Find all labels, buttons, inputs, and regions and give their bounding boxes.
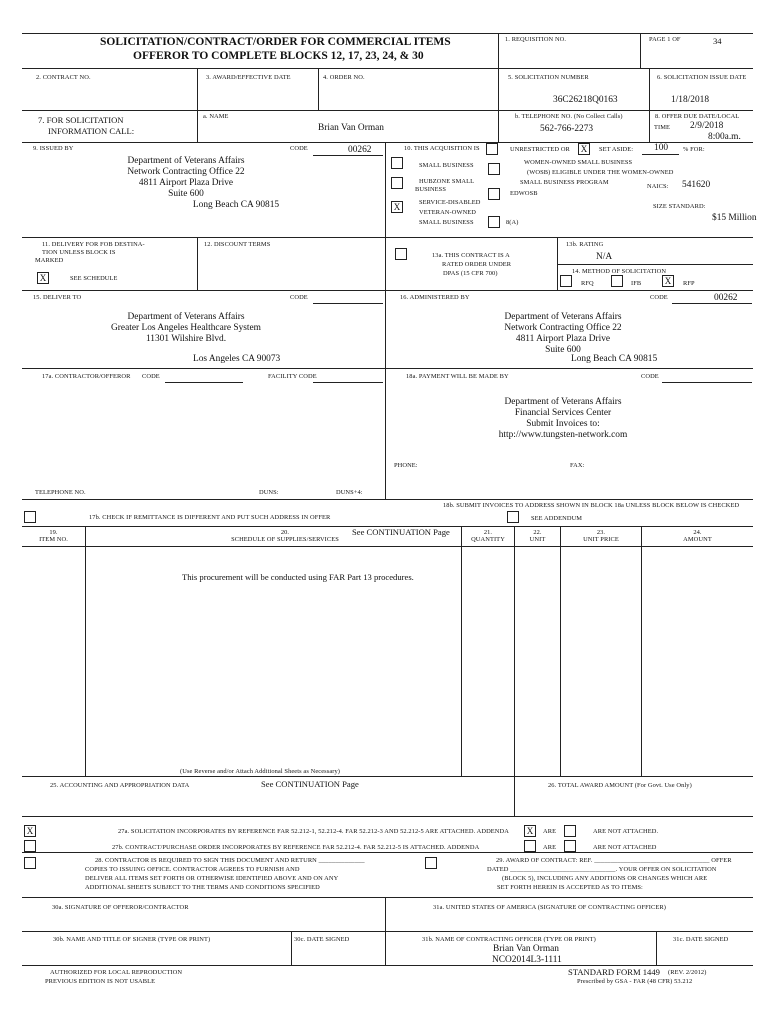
contractor-code-label: CODE bbox=[142, 373, 160, 380]
block-29-line-3: (BLOCK 5), INCLUDING ANY ADDITIONS OR CHANGES WHICH ARE bbox=[502, 875, 708, 882]
footer-reproduction: AUTHORIZED FOR LOCAL REPRODUCTION bbox=[50, 969, 183, 976]
edwosb-checkbox[interactable] bbox=[488, 188, 500, 200]
clause-27b-are-checkbox[interactable] bbox=[524, 840, 536, 852]
deliver-line-2: Greater Los Angeles Healthcare System bbox=[111, 323, 261, 333]
payment-line-2: Financial Services Center bbox=[514, 408, 612, 418]
solicitation-no-label: 5. SOLICITATION NUMBER bbox=[508, 74, 589, 81]
rfq-label: RFQ bbox=[581, 280, 594, 287]
small-business-checkbox[interactable] bbox=[391, 157, 403, 169]
issued-line-1: Department of Veterans Affairs bbox=[127, 156, 245, 166]
remittance-label: 17b. CHECK IF REMITTANCE IS DIFFERENT AND PUT SUCH ADDRESS IN OFFER bbox=[89, 514, 331, 521]
clause-27b-are-not-label: ARE NOT ATTACHED bbox=[593, 844, 657, 851]
time-label: TIME bbox=[654, 124, 671, 131]
edwosb-label: EDWOSB bbox=[510, 190, 538, 197]
acquisition-label: 10. THIS ACQUISITION IS bbox=[404, 145, 480, 152]
issued-line-5: Long Beach CA 90815 bbox=[192, 200, 280, 210]
page-label: PAGE 1 OF bbox=[649, 36, 681, 43]
size-standard: $15 Million bbox=[712, 213, 757, 223]
offeror-signature-label: 30a. SIGNATURE OF OFFEROR/CONTRACTOR bbox=[52, 904, 189, 911]
col-quantity-num: 21. bbox=[483, 529, 493, 536]
col-item-no bbox=[22, 529, 85, 543]
col-unit-label: UNIT bbox=[529, 536, 546, 543]
deliver-to-address bbox=[76, 312, 296, 345]
deliver-line-3: 11301 Wilshire Blvd. bbox=[145, 334, 227, 344]
see-schedule-checkbox[interactable]: X bbox=[37, 272, 49, 284]
see-continuation-accounting: See CONTINUATION Page bbox=[261, 779, 359, 789]
delivery-fob-label-2: TION UNLESS BLOCK IS bbox=[42, 249, 116, 256]
col-quantity-label: QUANTITY bbox=[471, 536, 505, 543]
deliver-to-label: 15. DELIVER TO bbox=[33, 294, 82, 301]
clause-27b-are-label: ARE bbox=[543, 844, 557, 851]
telephone-no-label: TELEPHONE NO. bbox=[35, 489, 86, 496]
unrestricted-checkbox[interactable] bbox=[486, 143, 498, 155]
rfq-checkbox[interactable] bbox=[560, 275, 572, 287]
payment-line-1: Department of Veterans Affairs bbox=[504, 397, 622, 407]
admin-line-4: Suite 600 bbox=[545, 345, 581, 355]
col-schedule bbox=[200, 529, 370, 543]
footer-prescribed: Prescribed by GSA - FAR (48 CFR) 53.212 bbox=[577, 978, 693, 985]
name-label: a. NAME bbox=[203, 113, 229, 120]
col-unit bbox=[515, 529, 560, 543]
unrestricted-label: UNRESTRICTED OR bbox=[510, 146, 570, 153]
admin-code-label: CODE bbox=[650, 294, 668, 301]
see-addendum-label: SEE ADDENDUM bbox=[531, 515, 583, 522]
deliver-line-1: Department of Veterans Affairs bbox=[127, 312, 245, 322]
use-reverse-note: (Use Reverse and/or Attach Additional Sheets as Necessary) bbox=[180, 768, 341, 775]
col-amount-num: 24. bbox=[693, 529, 702, 536]
rated-order-label-2: RATED ORDER UNDER bbox=[442, 261, 512, 268]
issued-by-label: 9. ISSUED BY bbox=[33, 145, 74, 152]
block-28-line-3: DELIVER ALL ITEMS SET FORTH OR OTHERWISE IDENTIFIED ABOVE AND ON ANY bbox=[85, 875, 339, 882]
issued-line-3: 4811 Airport Plaza Drive bbox=[138, 178, 234, 188]
percent-for-label: % FOR: bbox=[683, 146, 705, 153]
payment-link[interactable]: http://www.tungsten-network.com bbox=[498, 430, 628, 440]
clause-27b-checkbox[interactable] bbox=[24, 840, 36, 852]
payment-code-label: CODE bbox=[641, 373, 659, 380]
ifb-label: IFB bbox=[631, 280, 642, 287]
see-schedule-label: SEE SCHEDULE bbox=[70, 275, 118, 282]
setaside-percent: 100 bbox=[654, 143, 669, 153]
sdvosb-label-2: VETERAN-OWNED bbox=[419, 209, 477, 216]
clause-27a-are-not-label: ARE NOT ATTACHED. bbox=[593, 828, 659, 835]
sdvosb-label-1: SERVICE-DISABLED bbox=[419, 199, 481, 206]
sdvosb-checkbox[interactable]: X bbox=[391, 201, 403, 213]
rfp-label: RFP bbox=[683, 280, 695, 287]
offer-due-time: 8:00a.m. bbox=[708, 132, 741, 142]
rated-order-checkbox[interactable] bbox=[395, 248, 407, 260]
block-28-line-2: COPIES TO ISSUING OFFICE. CONTRACTOR AGREES TO FURNISH AND bbox=[85, 866, 300, 873]
8a-checkbox[interactable] bbox=[488, 216, 500, 228]
block-29-checkbox[interactable] bbox=[425, 857, 437, 869]
clause-27b-label: 27b. CONTRACT/PURCHASE ORDER INCORPORATES BY REFERENCE FAR 52.212-4. FAR 52.212-5 IS ATTACHED. ADDENDA bbox=[112, 844, 480, 851]
block-28-line-4: ADDITIONAL SHEETS SUBJECT TO THE TERMS AND CONDITIONS SPECIFIED bbox=[85, 884, 320, 891]
clause-27b-are-not-checkbox[interactable] bbox=[564, 840, 576, 852]
duns-label: DUNS: bbox=[259, 489, 279, 496]
wosb-checkbox[interactable] bbox=[488, 163, 500, 175]
issued-by-address bbox=[86, 156, 286, 211]
payment-address bbox=[453, 397, 673, 441]
block-29-line-1: 29. AWARD OF CONTRACT: REF. ___________________________________ OFFER bbox=[496, 857, 732, 864]
form-title: SOLICITATION/CONTRACT/ORDER FOR COMMERCIAL ITEMS bbox=[100, 36, 451, 48]
delivery-fob-label-3: MARKED bbox=[35, 257, 64, 264]
offer-due-label: 8. OFFER DUE DATE/LOCAL bbox=[655, 113, 740, 120]
rated-order-label-1: 13a. THIS CONTRACT IS A bbox=[432, 252, 510, 259]
hubzone-label: HUBZONE SMALL bbox=[419, 178, 475, 185]
issued-line-2: Network Contracting Office 22 bbox=[127, 167, 245, 177]
requisition-label: 1. REQUISITION NO. bbox=[505, 36, 567, 43]
total-award-label: 26. TOTAL AWARD AMOUNT (For Govt. Use Only) bbox=[548, 782, 692, 789]
clause-27a-checkbox[interactable]: X bbox=[24, 825, 36, 837]
issued-code-label: CODE bbox=[290, 145, 308, 152]
issued-code: 00262 bbox=[348, 145, 372, 155]
ifb-checkbox[interactable] bbox=[611, 275, 623, 287]
issue-date: 1/18/2018 bbox=[671, 95, 710, 105]
solicitation-no: 36C26218Q0163 bbox=[553, 95, 618, 105]
issue-date-label: 6. SOLICITATION ISSUE DATE bbox=[657, 74, 747, 81]
col-unit-price-label: UNIT PRICE bbox=[583, 536, 619, 543]
submit-invoices-label: 18b. SUBMIT INVOICES TO ADDRESS SHOWN IN BLOCK 18a UNLESS BLOCK BELOW IS CHECKED bbox=[443, 502, 740, 509]
admin-line-3: 4811 Airport Plaza Drive bbox=[515, 334, 611, 344]
payment-fax-label: FAX: bbox=[570, 462, 585, 469]
issued-line-4: Suite 600 bbox=[168, 189, 204, 199]
col-unit-price-num: 23. bbox=[596, 529, 606, 536]
hubzone-checkbox[interactable] bbox=[391, 177, 403, 189]
small-business-label: SMALL BUSINESS bbox=[419, 162, 474, 169]
procurement-note: This procurement will be conducted using FAR Part 13 procedures. bbox=[182, 572, 414, 582]
co-signature-label: 31a. UNITED STATES OF AMERICA (SIGNATURE OF CONTRACTING OFFICER) bbox=[433, 904, 666, 911]
footer-previous-edition: PREVIOUS EDITION IS NOT USABLE bbox=[45, 978, 156, 985]
facility-code-label: FACILITY CODE bbox=[268, 373, 317, 380]
payment-line-3: Submit Invoices to: bbox=[526, 419, 600, 429]
co-name: Brian Van Orman bbox=[493, 944, 559, 954]
telephone-label: b. TELEPHONE NO. (No Collect Calls) bbox=[515, 113, 623, 120]
setaside-checkbox[interactable]: X bbox=[578, 143, 590, 155]
contact-phone: 562-766-2273 bbox=[540, 124, 594, 134]
solicitation-info-label: 7. FOR SOLICITATION bbox=[38, 115, 124, 125]
page-total: 34 bbox=[713, 36, 722, 46]
co-date-label: 31c. DATE SIGNED bbox=[673, 936, 729, 943]
see-continuation-items: See CONTINUATION Page bbox=[352, 527, 450, 537]
admin-code: 00262 bbox=[714, 293, 738, 303]
discount-terms-label: 12. DISCOUNT TERMS bbox=[204, 241, 271, 248]
rated-order-label-3: DPAS (15 CFR 700) bbox=[443, 270, 498, 277]
sdvosb-label-3: SMALL BUSINESS bbox=[419, 219, 474, 226]
footer-rev: (REV. 2/2012) bbox=[668, 969, 707, 976]
contractor-label: 17a. CONTRACTOR/OFFEROR bbox=[42, 373, 131, 380]
offer-due-date: 2/9/2018 bbox=[690, 121, 724, 131]
size-standard-label: SIZE STANDARD: bbox=[653, 203, 706, 210]
contract-no-label: 2. CONTRACT NO. bbox=[36, 74, 91, 81]
wosb-label-1: WOMEN-OWNED SMALL BUSINESS bbox=[524, 159, 633, 166]
addendum-checkbox[interactable] bbox=[507, 511, 519, 523]
col-amount bbox=[642, 529, 753, 543]
naics-label: NAICS: bbox=[647, 183, 669, 190]
method-label: 14. METHOD OF SOLICITATION bbox=[572, 268, 667, 275]
clause-27a-are-not-checkbox[interactable] bbox=[564, 825, 576, 837]
admin-line-1: Department of Veterans Affairs bbox=[504, 312, 622, 322]
clause-27a-label: 27a. SOLICITATION INCORPORATES BY REFERENCE FAR 52.212-1, 52.212-4. FAR 52.212-3 AND 52.212-5 ARE ATTACHED. ADDENDA bbox=[118, 828, 509, 835]
block-28-line-1: 28. CONTRACTOR IS REQUIRED TO SIGN THIS DOCUMENT AND RETURN ______________ bbox=[95, 857, 365, 864]
naics-code: 541620 bbox=[682, 180, 711, 190]
8a-label: 8(A) bbox=[506, 219, 519, 226]
clause-27a-are-label: ARE bbox=[543, 828, 557, 835]
contact-name: Brian Van Orman bbox=[318, 123, 384, 133]
offeror-date-label: 30c. DATE SIGNED bbox=[294, 936, 350, 943]
wosb-label-2: (WOSB) ELIGIBLE UNDER THE WOMEN-OWNED bbox=[527, 169, 674, 176]
setaside-label: SET ASIDE: bbox=[599, 146, 634, 153]
co-id: NCO2014L3-1111 bbox=[492, 955, 562, 965]
col-item-no-label: ITEM NO. bbox=[39, 536, 68, 543]
col-unit-price bbox=[561, 529, 641, 543]
administered-by-label: 16. ADMINISTERED BY bbox=[400, 294, 470, 301]
rfp-checkbox[interactable]: X bbox=[662, 275, 674, 287]
rating-value: N/A bbox=[596, 252, 613, 262]
co-name-label: 31b. NAME OF CONTRACTING OFFICER (TYPE OR PRINT) bbox=[422, 936, 596, 943]
block-28-checkbox[interactable] bbox=[24, 857, 36, 869]
solicitation-info-label-2: INFORMATION CALL: bbox=[48, 126, 135, 136]
award-date-label: 3. AWARD/EFFECTIVE DATE bbox=[206, 74, 291, 81]
delivery-fob-label: 11. DELIVERY FOR FOB DESTINA- bbox=[42, 241, 145, 248]
accounting-label: 25. ACCOUNTING AND APPROPRIATION DATA bbox=[50, 782, 190, 789]
clause-27a-are-checkbox[interactable]: X bbox=[524, 825, 536, 837]
col-amount-label: AMOUNT bbox=[683, 536, 712, 543]
administered-by-address bbox=[453, 312, 673, 356]
remittance-checkbox[interactable] bbox=[24, 511, 36, 523]
block-29-line-4: SET FORTH HEREIN IS ACCEPTED AS TO ITEMS: bbox=[497, 884, 643, 891]
payment-phone-label: PHONE: bbox=[394, 462, 418, 469]
col-schedule-num: 20. bbox=[280, 529, 290, 536]
rating-label: 13b. RATING bbox=[566, 241, 604, 248]
footer-form-name: STANDARD FORM 1449 bbox=[568, 967, 660, 977]
admin-line-2: Network Contracting Office 22 bbox=[504, 323, 622, 333]
hubzone-label-2: BUSINESS bbox=[415, 186, 446, 193]
block-29-line-2: DATED ________________________________. YOUR OFFER ON SOLICITATION bbox=[487, 866, 717, 873]
admin-city: Long Beach CA 90815 bbox=[571, 354, 658, 364]
form-subtitle: OFFEROR TO COMPLETE BLOCKS 12, 17, 23, 24, & 30 bbox=[133, 50, 424, 62]
col-unit-num: 22. bbox=[533, 529, 542, 536]
deliver-code-label: CODE bbox=[290, 294, 308, 301]
deliver-to-city: Los Angeles CA 90073 bbox=[193, 354, 281, 364]
payment-label: 18a. PAYMENT WILL BE MADE BY bbox=[406, 373, 509, 380]
signer-name-label: 30b. NAME AND TITLE OF SIGNER (TYPE OR PRINT) bbox=[53, 936, 211, 943]
col-quantity bbox=[462, 529, 514, 543]
col-item-no-num: 19. bbox=[49, 529, 58, 536]
duns4-label: DUNS+4: bbox=[336, 489, 363, 496]
col-schedule-label: SCHEDULE OF SUPPLIES/SERVICES bbox=[231, 536, 339, 543]
order-no-label: 4. ORDER NO. bbox=[323, 74, 365, 81]
wosb-label-3: SMALL BUSINESS PROGRAM bbox=[520, 179, 609, 186]
